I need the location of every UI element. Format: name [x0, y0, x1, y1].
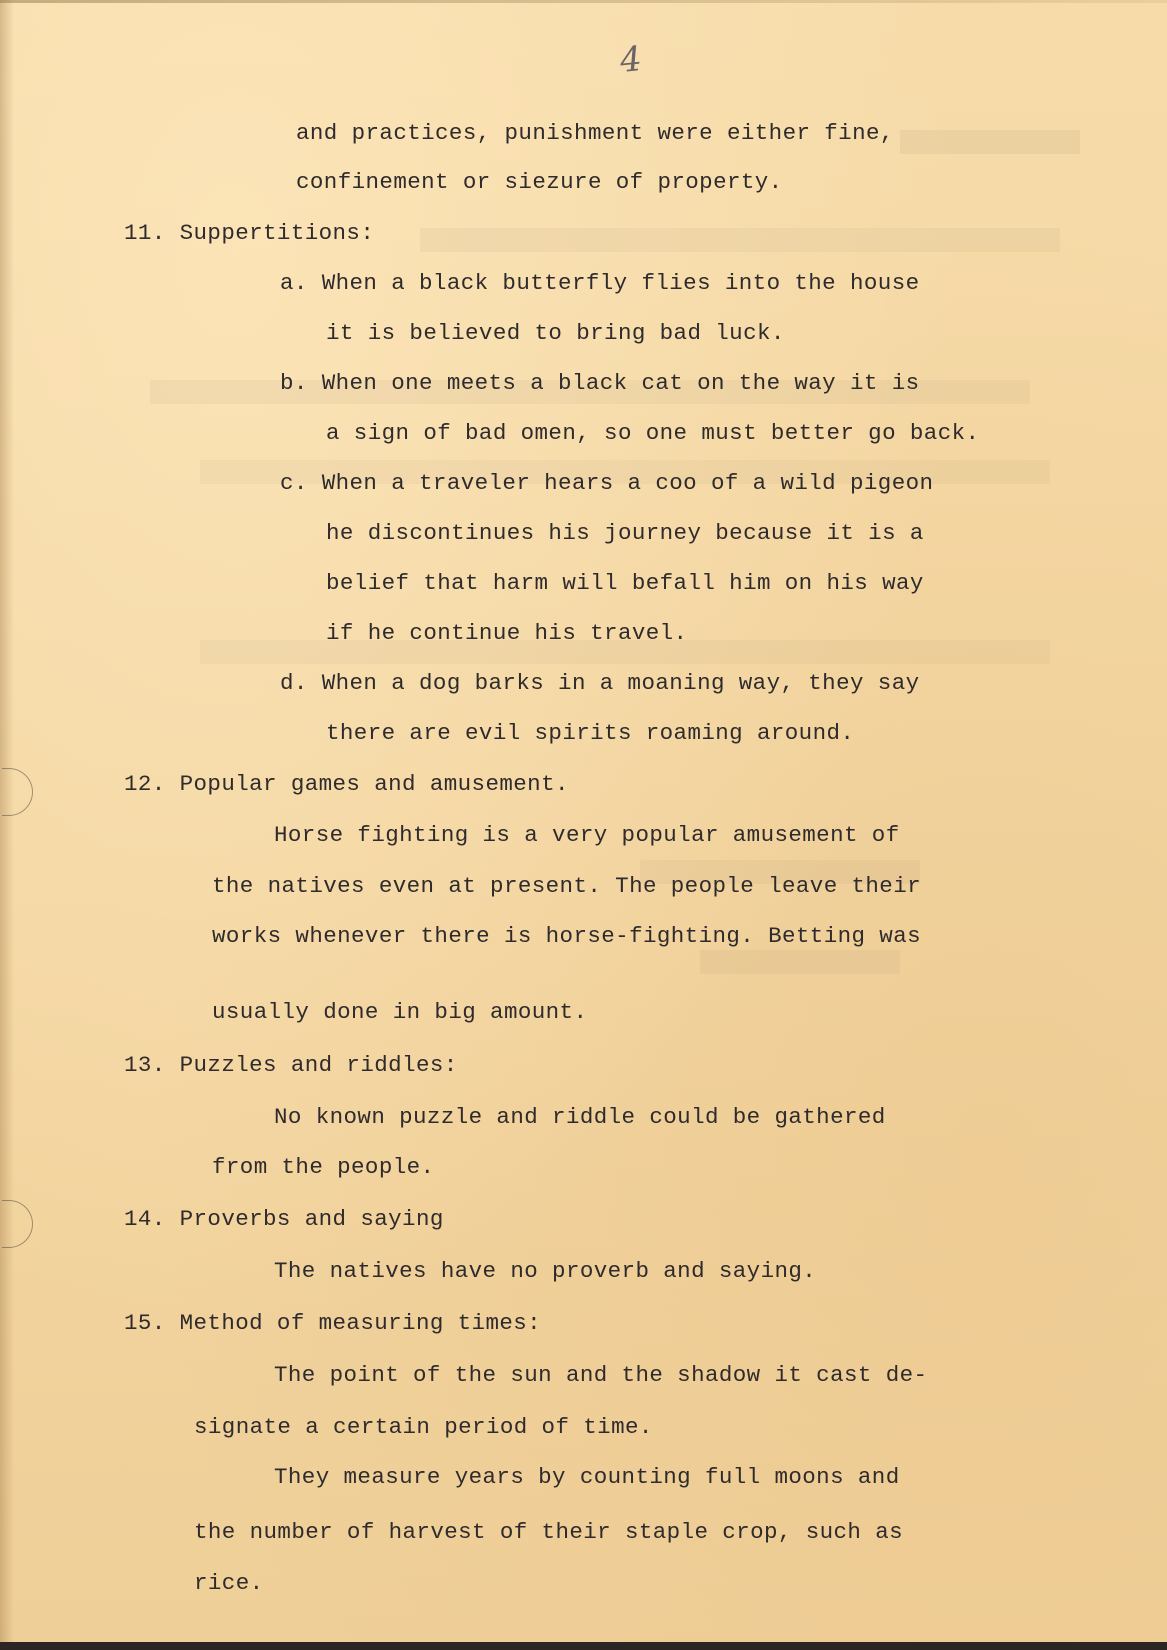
section-heading-11: 11. Suppertitions: [124, 220, 375, 246]
section-heading-15: 15. Method of measuring times: [124, 1310, 542, 1336]
text-line: The natives have no proverb and saying. [274, 1258, 817, 1284]
text-line: and practices, punishment were either fine, [296, 120, 894, 146]
text-line: he discontinues his journey because it is a [326, 520, 924, 546]
text-line: Horse fighting is a very popular amusement of [274, 822, 900, 848]
page-number: 4 [617, 38, 644, 82]
text-line: from the people. [212, 1154, 435, 1180]
text-line: the number of harvest of their staple crop, such as [194, 1519, 904, 1545]
section-heading-14: 14. Proverbs and saying [124, 1206, 444, 1232]
section-heading-13: 13. Puzzles and riddles: [124, 1052, 458, 1078]
text-line: signate a certain period of time. [194, 1414, 653, 1440]
text-line: the natives even at present. The people leave their [212, 873, 922, 899]
punch-hole-upper [2, 768, 33, 816]
bottom-paper-edge [0, 1642, 1167, 1650]
text-line: They measure years by counting full moons and [274, 1464, 900, 1490]
list-item-a: a. When a black butterfly flies into the house [280, 270, 920, 296]
text-line: The point of the sun and the shadow it cast de- [274, 1362, 928, 1388]
bleed-through-mark [700, 950, 900, 974]
top-paper-edge [0, 0, 1167, 3]
text-line: usually done in big amount. [212, 999, 588, 1025]
left-paper-shadow [0, 0, 14, 1650]
list-item-b: b. When one meets a black cat on the way it is [280, 370, 920, 396]
bleed-through-mark [900, 130, 1080, 154]
bleed-through-mark [420, 228, 1060, 252]
text-line: if he continue his travel. [326, 620, 688, 646]
text-line: rice. [194, 1570, 264, 1596]
text-line: a sign of bad omen, so one must better go back. [326, 420, 980, 446]
text-line: there are evil spirits roaming around. [326, 720, 855, 746]
punch-hole-lower [2, 1200, 33, 1248]
list-item-d: d. When a dog barks in a moaning way, they say [280, 670, 920, 696]
text-line: works whenever there is horse-fighting. Betting was [212, 923, 922, 949]
text-line: No known puzzle and riddle could be gathered [274, 1104, 886, 1130]
text-line: belief that harm will befall him on his way [326, 570, 924, 596]
section-heading-12: 12. Popular games and amusement. [124, 771, 569, 797]
text-line: it is believed to bring bad luck. [326, 320, 785, 346]
text-line: confinement or siezure of property. [296, 169, 783, 195]
list-item-c: c. When a traveler hears a coo of a wild pigeon [280, 470, 934, 496]
